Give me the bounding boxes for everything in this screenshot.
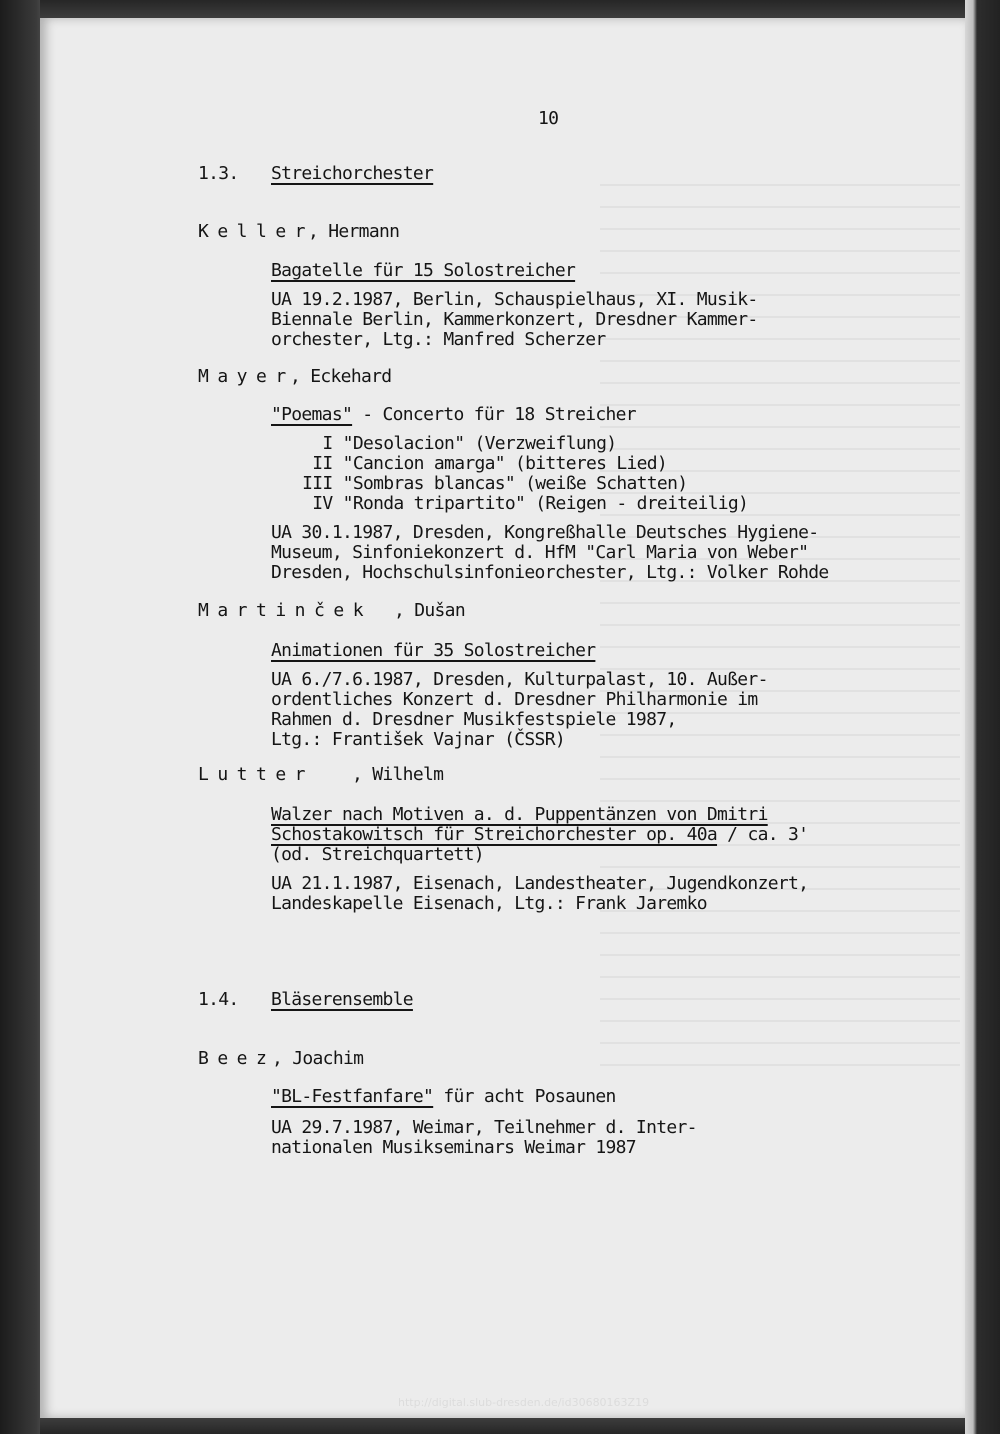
- work-title: Bagatelle für 15 Solostreicher: [271, 260, 576, 281]
- work-note: (od. Streichquartett): [271, 844, 484, 865]
- premiere-line: Dresden, Hochschulsinfonieorchester, Ltg.: Volker Rohde: [271, 562, 829, 583]
- work-title-rest: für acht Posaunen: [433, 1086, 616, 1107]
- scan-top-edge: [40, 0, 965, 18]
- section-title: Bläserensemble: [271, 989, 413, 1010]
- composer-given-name: , Joachim: [272, 1048, 364, 1069]
- movement-line: IV "Ronda tripartito" (Reigen - dreiteilig): [292, 493, 749, 514]
- work-title: [271, 1087, 616, 1107]
- footer-url: http://digital.slub-dresden.de/id30680163Z19: [398, 1396, 650, 1409]
- section-number: 1.3.: [198, 163, 239, 184]
- premiere-line: Museum, Sinfoniekonzert d. HfM "Carl Maria von Weber": [271, 542, 809, 563]
- scan-bottom-edge: [40, 1418, 965, 1434]
- composer-surname: Martinček: [198, 600, 373, 621]
- premiere-line: Rahmen d. Dresdner Musikfestspiele 1987,: [271, 709, 677, 730]
- composer-given-name: , Dušan: [394, 600, 465, 621]
- page-number: 10: [538, 108, 559, 129]
- section-number: 1.4.: [198, 989, 239, 1010]
- work-title-main: "Poemas": [271, 404, 353, 425]
- premiere-line: orchester, Ltg.: Manfred Scherzer: [271, 329, 606, 350]
- composer-given-name: , Wilhelm: [352, 764, 444, 785]
- composer-surname: Keller: [198, 221, 315, 242]
- work-duration: / ca. 3': [717, 824, 809, 845]
- composer-surname: Mayer: [198, 366, 295, 387]
- premiere-line: Biennale Berlin, Kammerkonzert, Dresdner Kammer-: [271, 309, 758, 330]
- work-title: Animationen für 35 Solostreicher: [271, 640, 596, 661]
- composer-surname: Lutter: [198, 764, 315, 785]
- premiere-line: Landeskapelle Eisenach, Ltg.: Frank Jaremko: [271, 893, 707, 914]
- movement-line: I "Desolacion" (Verzweiflung): [292, 433, 617, 454]
- work-title-line: [271, 825, 808, 845]
- premiere-line: ordentliches Konzert d. Dresdner Philharmonie im: [271, 689, 758, 710]
- work-title-line-2: Schostakowitsch für Streichorchester op. 40a: [271, 824, 718, 845]
- work-title-rest: - Concerto für 18 Streicher: [352, 404, 636, 425]
- work-title-main: "BL-Festfanfare": [271, 1086, 434, 1107]
- work-title: [271, 405, 636, 425]
- composer-surname: Beez: [198, 1048, 276, 1069]
- composer-given-name: , Hermann: [308, 221, 400, 242]
- premiere-line: Ltg.: František Vajnar (ČSSR): [271, 729, 565, 750]
- composer-given-name: , Eckehard: [290, 366, 392, 387]
- premiere-line: UA 19.2.1987, Berlin, Schauspielhaus, XI. Musik-: [271, 289, 758, 310]
- premiere-line: UA 29.7.1987, Weimar, Teilnehmer d. Inter-: [271, 1117, 697, 1138]
- premiere-line: UA 30.1.1987, Dresden, Kongreßhalle Deutsches Hygiene-: [271, 522, 819, 543]
- premiere-line: UA 21.1.1987, Eisenach, Landestheater, Jugendkonzert,: [271, 873, 809, 894]
- work-title-line: Walzer nach Motiven a. d. Puppentänzen von Dmitri: [271, 804, 768, 825]
- movement-line: II "Cancion amarga" (bitteres Lied): [292, 453, 668, 474]
- section-title: Streichorchester: [271, 163, 434, 184]
- premiere-line: nationalen Musikseminars Weimar 1987: [271, 1137, 636, 1158]
- premiere-line: UA 6./7.6.1987, Dresden, Kulturpalast, 10. Außer-: [271, 669, 768, 690]
- facing-page-edge: [965, 0, 1000, 1434]
- movement-line: III "Sombras blancas" (weiße Schatten): [292, 473, 688, 494]
